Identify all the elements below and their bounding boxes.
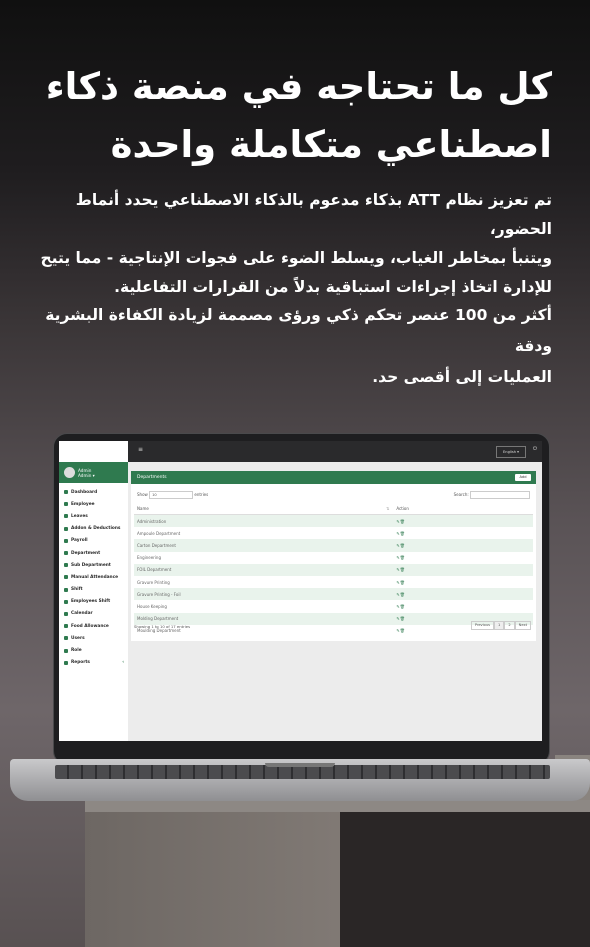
para2-line-2: العمليات إلى أقصى حد. [372, 368, 552, 386]
department-name: Molding Department [134, 613, 393, 625]
sidebar-item-shift[interactable] [59, 584, 128, 596]
main-content [128, 462, 542, 741]
sidebar-item-payroll[interactable] [59, 535, 128, 547]
sidebar-item-users[interactable] [59, 632, 128, 644]
sidebar-item-label: Employee [71, 501, 95, 507]
para1-line-3: للإدارة اتخاذ إجراءات استباقية بدلاً من القرارات التفاعلية. [114, 278, 552, 296]
user-panel[interactable] [59, 462, 128, 483]
sidebar-item-dashboard[interactable] [59, 486, 128, 498]
laptop-hinge-notch [265, 763, 335, 767]
department-name: Gravure Printing [137, 579, 170, 585]
sidebar-item-reports[interactable] [59, 657, 128, 669]
card-header [131, 471, 536, 484]
laptop-keyboard [55, 765, 550, 779]
edit-delete-icons[interactable]: ✎🗑 [396, 555, 405, 561]
edit-delete-icons[interactable]: ✎🗑 [393, 515, 533, 528]
user-icon [64, 502, 68, 506]
menu-toggle-icon[interactable]: ≡ [138, 446, 144, 453]
sidebar-item-label: Dashboard [71, 489, 98, 495]
department-name: House Keeping [137, 603, 167, 609]
departments-table [134, 503, 533, 637]
pagination-page-2[interactable]: 2 [504, 621, 514, 630]
chevron-left-icon: ‹ [122, 660, 124, 666]
table-row [134, 600, 533, 612]
table-row [134, 588, 533, 600]
page-length-select[interactable]: 10 [149, 491, 193, 499]
shift-icon [64, 600, 68, 604]
sidebar-item-label: Addon & Deductions [71, 526, 121, 532]
edit-delete-icons[interactable]: ✎🗑 [393, 613, 533, 625]
sidebar-item-label: Shift [71, 587, 83, 593]
hero-title [30, 58, 552, 174]
sidebar-item-label: Users [71, 635, 85, 641]
card-title: Departments [137, 475, 167, 480]
sidebar-item-label: Employees Shift [71, 599, 111, 605]
sidebar-item-calendar[interactable] [59, 608, 128, 620]
entries-label: entries [194, 492, 209, 497]
department-name: FOIL Department [134, 564, 393, 576]
avatar [64, 467, 75, 478]
department-name: Moulding Department [137, 628, 181, 634]
pagination [471, 621, 531, 630]
pagination-page-1[interactable]: 1 [494, 621, 504, 630]
power-icon[interactable]: ⏻ [533, 446, 537, 452]
add-button[interactable]: Add [515, 474, 531, 481]
page-length-control [137, 491, 208, 499]
pagination-next[interactable]: Next [515, 621, 531, 630]
topbar [128, 441, 542, 462]
edit-delete-icons[interactable]: ✎🗑 [396, 579, 405, 585]
sidebar-item-label: Calendar [71, 611, 93, 617]
building-icon [64, 551, 68, 555]
department-name: Engineering [137, 555, 161, 561]
pagination-previous[interactable]: Previous [471, 621, 494, 630]
sidebar-item-label: Leaves [71, 513, 88, 519]
money-icon [64, 527, 68, 531]
column-header-action[interactable]: Action [393, 503, 533, 515]
plane-icon [64, 514, 68, 518]
edit-delete-icons[interactable]: ✎🗑 [393, 539, 533, 551]
sidebar-item-label: Department [71, 550, 101, 556]
pedestal-shadow-side [340, 812, 590, 947]
department-name: Administration [134, 515, 393, 528]
edit-delete-icons[interactable]: ✎🗑 [396, 603, 405, 609]
language-select[interactable]: English ▾ [496, 446, 526, 458]
sidebar-item-leaves[interactable] [59, 510, 128, 522]
search-input[interactable] [470, 491, 530, 499]
sidebar-item-addon-deductions[interactable] [59, 523, 128, 535]
report-icon [64, 661, 68, 665]
table-row [134, 576, 533, 588]
sidebar-item-sub-department[interactable] [59, 559, 128, 571]
sidebar-menu [59, 486, 128, 669]
sidebar-item-label: Food Allowance [71, 623, 109, 629]
hero-paragraph-2 [30, 300, 552, 393]
table-row [134, 539, 533, 551]
table-row [134, 527, 533, 539]
sidebar-item-department[interactable] [59, 547, 128, 559]
sidebar-item-role[interactable] [59, 644, 128, 656]
department-name: Gravure Printing - Foil [134, 588, 393, 600]
para1-line-1: تم تعزيز نظام ATT بذكاء مدعوم بالذكاء الاصطناعي يحدد أنماط الحضور، [75, 191, 552, 238]
table-row [134, 515, 533, 528]
column-header-name[interactable]: Name ⇅ [134, 503, 393, 515]
table-info: Showing 1 to 10 of 17 entries [134, 624, 191, 629]
shift-icon [64, 588, 68, 592]
edit-delete-icons[interactable]: ✎🗑 [393, 564, 533, 576]
clipboard-icon [64, 575, 68, 579]
search-control [454, 491, 530, 499]
user-role[interactable]: Admin ▾ [78, 472, 95, 478]
food-icon [64, 624, 68, 628]
sidebar [59, 441, 129, 741]
hero-paragraph-1 [30, 186, 552, 302]
sidebar-item-label: Role [71, 648, 82, 654]
sidebar-item-label: Reports [71, 660, 90, 666]
edit-delete-icons[interactable]: ✎🗑 [396, 628, 405, 634]
departments-card [131, 471, 536, 641]
sidebar-item-employee[interactable] [59, 498, 128, 510]
calendar-icon [64, 612, 68, 616]
sidebar-item-label: Sub Department [71, 562, 111, 568]
dashboard-icon [64, 490, 68, 494]
sidebar-item-manual-attendance[interactable] [59, 571, 128, 583]
hero-title-line-1: كل ما تحتاجه في منصة ذكاء [45, 65, 552, 108]
sidebar-logo-area [59, 441, 128, 462]
sort-icon: ⇅ [385, 506, 390, 511]
para1-line-2: ويتنبأ بمخاطر الغياب، ويسلط الضوء على فجوات الإنتاجية - مما يتيح [40, 249, 552, 267]
laptop-screen [59, 441, 542, 741]
search-label: Search: [453, 492, 469, 497]
sidebar-item-employees-shift[interactable] [59, 596, 128, 608]
show-label: Show [137, 492, 148, 497]
department-name: Ampoule Department [137, 530, 181, 536]
para2-line-1: أكثر من 100 عنصر تحكم ذكي ورؤى مصممة لزيادة الكفاءة البشرية ودقة [45, 306, 552, 355]
building-icon [64, 563, 68, 567]
table-row [134, 552, 533, 564]
edit-delete-icons[interactable]: ✎🗑 [393, 588, 533, 600]
sidebar-item-label: Manual Attendance [71, 574, 119, 580]
payroll-icon [64, 539, 68, 543]
pedestal-front [85, 812, 350, 947]
department-name: Carton Department [134, 539, 393, 551]
user-name: Admin [78, 467, 92, 473]
hero-title-line-2: اصطناعي متكاملة واحدة [110, 123, 552, 166]
sidebar-item-food-allowance[interactable] [59, 620, 128, 632]
edit-delete-icons[interactable]: ✎🗑 [396, 530, 405, 536]
sidebar-item-label: Payroll [71, 538, 88, 544]
role-icon [64, 649, 68, 653]
users-icon [64, 636, 68, 640]
table-row [134, 564, 533, 576]
